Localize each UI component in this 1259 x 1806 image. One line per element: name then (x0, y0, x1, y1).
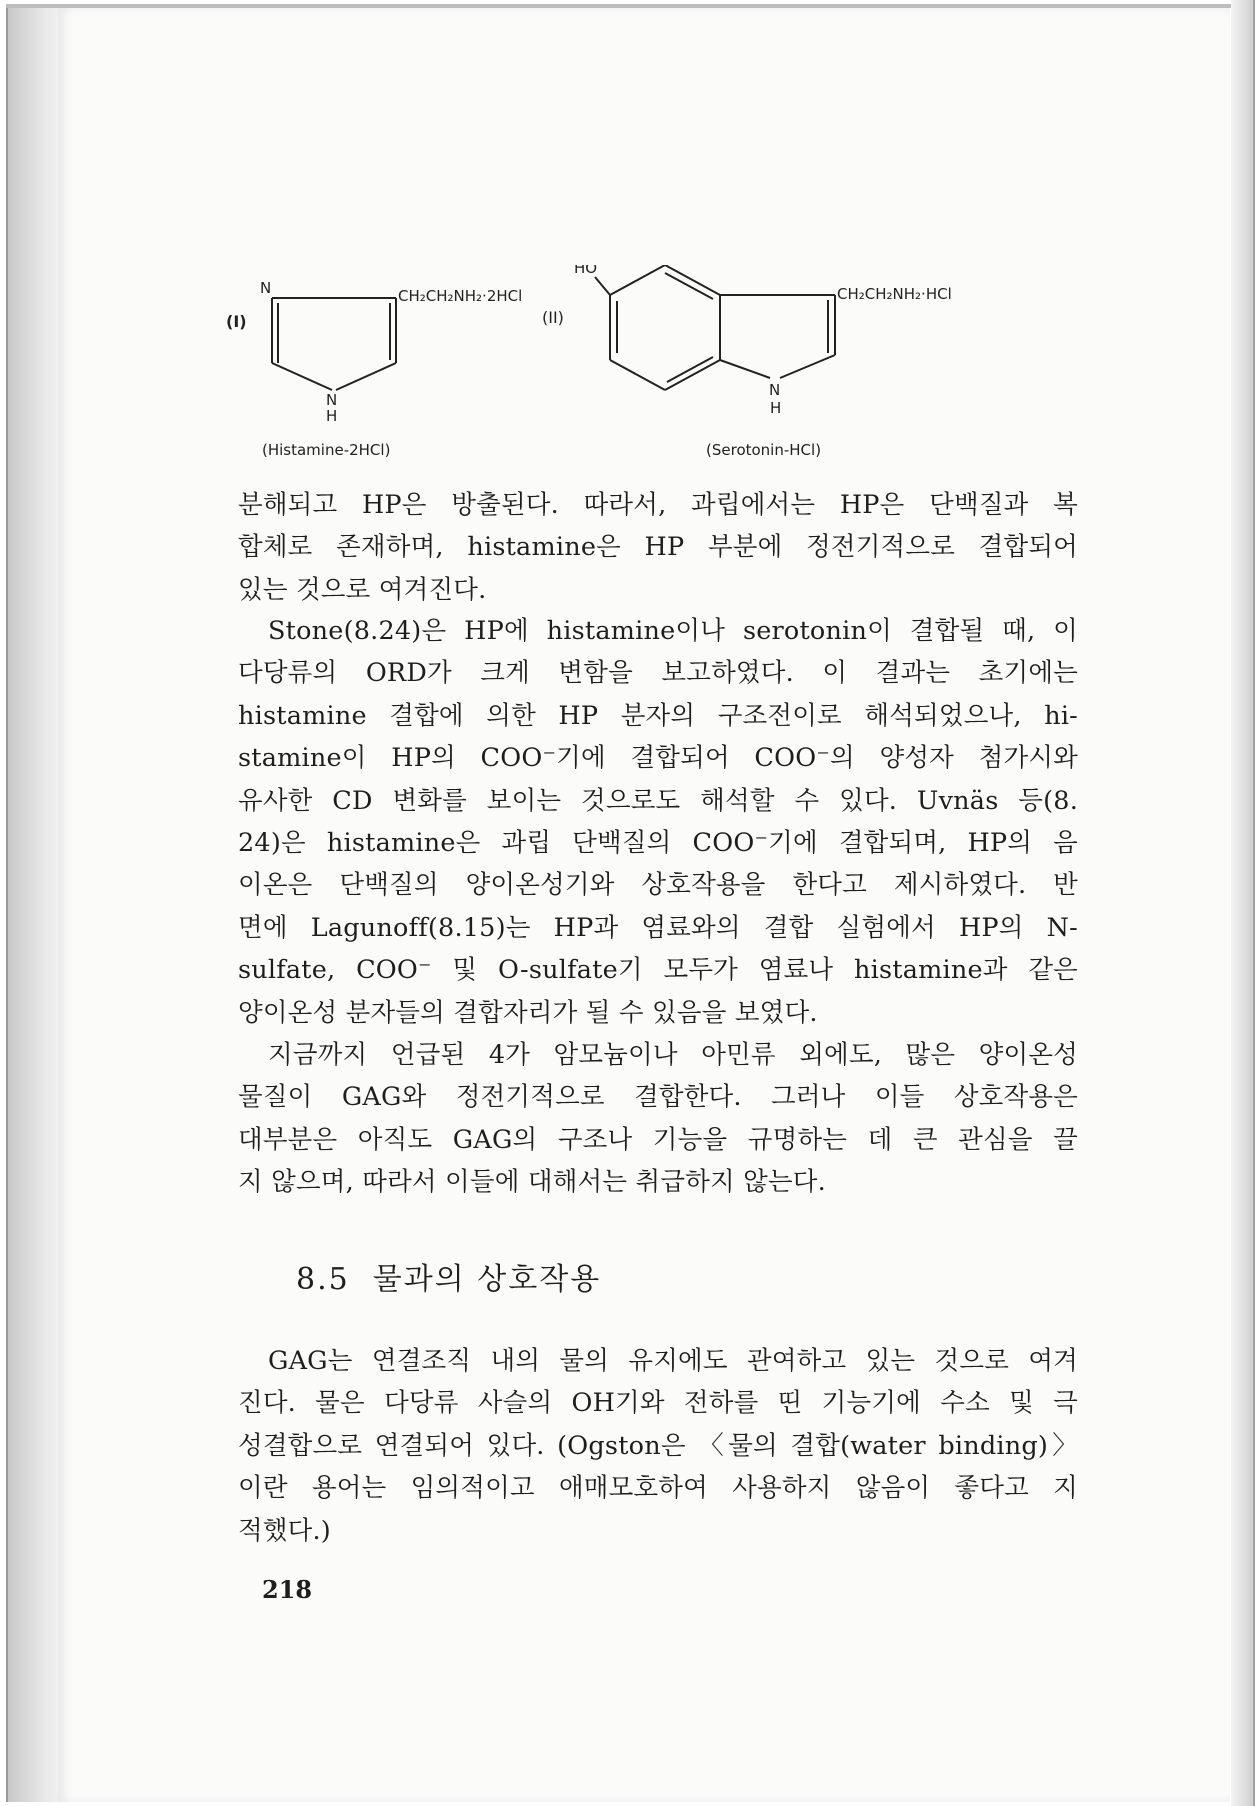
page-number: 218 (262, 1575, 313, 1604)
paragraph-3 (238, 1034, 1078, 1204)
structures-svg (220, 265, 1100, 475)
text-line: 지금까지 언급된 4가 암모늄이나 아민류 외에도, 많은 양이온성 (268, 1040, 1078, 1070)
text-line: GAG는 연결조직 내의 물의 유지에도 관여하고 있는 것으로 여겨 (268, 1346, 1078, 1376)
book-right-edge (1231, 0, 1255, 1806)
text-line: 유사한 CD 변화를 보이는 것으로도 해석할 수 있다. Uvnäs 등(8. (238, 785, 1078, 816)
histamine-n-bottom: N (326, 391, 338, 409)
text-line: 진다. 물은 다당류 사슬의 OH기와 전하를 띤 기능기에 수소 및 극 (238, 1388, 1078, 1419)
text-line: 지 않으며, 따라서 이들에 대해서는 취급하지 않는다. (238, 1167, 826, 1198)
text-line: sulfate, COO⁻ 및 O-sulfate기 모두가 염료나 histamine과 같은 (238, 955, 1078, 986)
serotonin-caption: (Serotonin-HCl) (706, 441, 822, 459)
text-line: 성결합으로 연결되어 있다. (Ogston은 〈물의 결합(water binding)〉 (238, 1430, 1078, 1461)
text-line: 적했다.) (238, 1515, 331, 1546)
histamine-roman-label: (I) (226, 312, 247, 331)
chemical-structures-figure (220, 265, 1100, 475)
paragraph-4 (238, 1340, 1078, 1552)
text-line: 양이온성 분자들의 결합자리가 될 수 있음을 보였다. (238, 997, 818, 1028)
serotonin-structure (595, 265, 835, 390)
text-line: 분해되고 HP은 방출된다. 따라서, 과립에서는 HP은 단백질과 복 (238, 490, 1078, 520)
section-heading (296, 1254, 601, 1298)
text-line: 이온은 단백질의 양이온성기와 상호작용을 한다고 제시하였다. 반 (238, 870, 1078, 901)
histamine-structure (272, 298, 396, 390)
section-number: 8.5 (296, 1262, 350, 1297)
histamine-n-top: N (260, 279, 272, 297)
text-line: stamine이 HP의 COO⁻기에 결합되어 COO⁻의 양성자 첨가시와 (238, 743, 1078, 774)
section-title-text: 물과의 상호작용 (372, 1262, 602, 1297)
text-line: 합체로 존재하며, histamine은 HP 부분에 정전기적으로 결합되어 (238, 532, 1078, 563)
text-line: 물질이 GAG와 정전기적으로 결합한다. 그러나 이들 상호작용은 (238, 1082, 1078, 1113)
book-spine-edge (6, 4, 64, 1802)
text-line: Stone(8.24)은 HP에 histamine이나 serotonin이 결합될 때, 이 (268, 616, 1078, 646)
histamine-h: H (326, 407, 338, 425)
paragraph-1 (238, 484, 1078, 611)
text-line: 다당류의 ORD가 크게 변함을 보고하였다. 이 결과는 초기에는 (238, 658, 1078, 689)
histamine-caption: (Histamine-2HCl) (262, 441, 391, 459)
serotonin-roman-label: (II) (542, 308, 564, 327)
text-line: histamine 결합에 의한 HP 분자의 구조전이로 해석되었으나, hi- (238, 700, 1078, 731)
text-line: 이란 용어는 임의적이고 애매모호하여 사용하지 않음이 좋다고 지 (238, 1473, 1078, 1504)
paragraph-2 (238, 610, 1078, 1034)
serotonin-h: H (770, 399, 782, 417)
text-line: 24)은 histamine은 과립 단백질의 COO⁻기에 결합되며, HP의 음 (238, 828, 1078, 859)
serotonin-n: N (769, 381, 781, 399)
serotonin-side-chain: CH₂CH₂NH₂·HCl (837, 285, 952, 303)
text-line: 있는 것으로 여겨진다. (238, 574, 487, 605)
histamine-side-chain: CH₂CH₂NH₂·2HCl (398, 287, 523, 305)
text-line: 대부분은 아직도 GAG의 구조나 기능을 규명하는 데 큰 관심을 끌 (238, 1124, 1078, 1155)
serotonin-ho: HO (574, 265, 598, 277)
text-line: 면에 Lagunoff(8.15)는 HP과 염료와의 결합 실험에서 HP의 N- (238, 912, 1078, 943)
